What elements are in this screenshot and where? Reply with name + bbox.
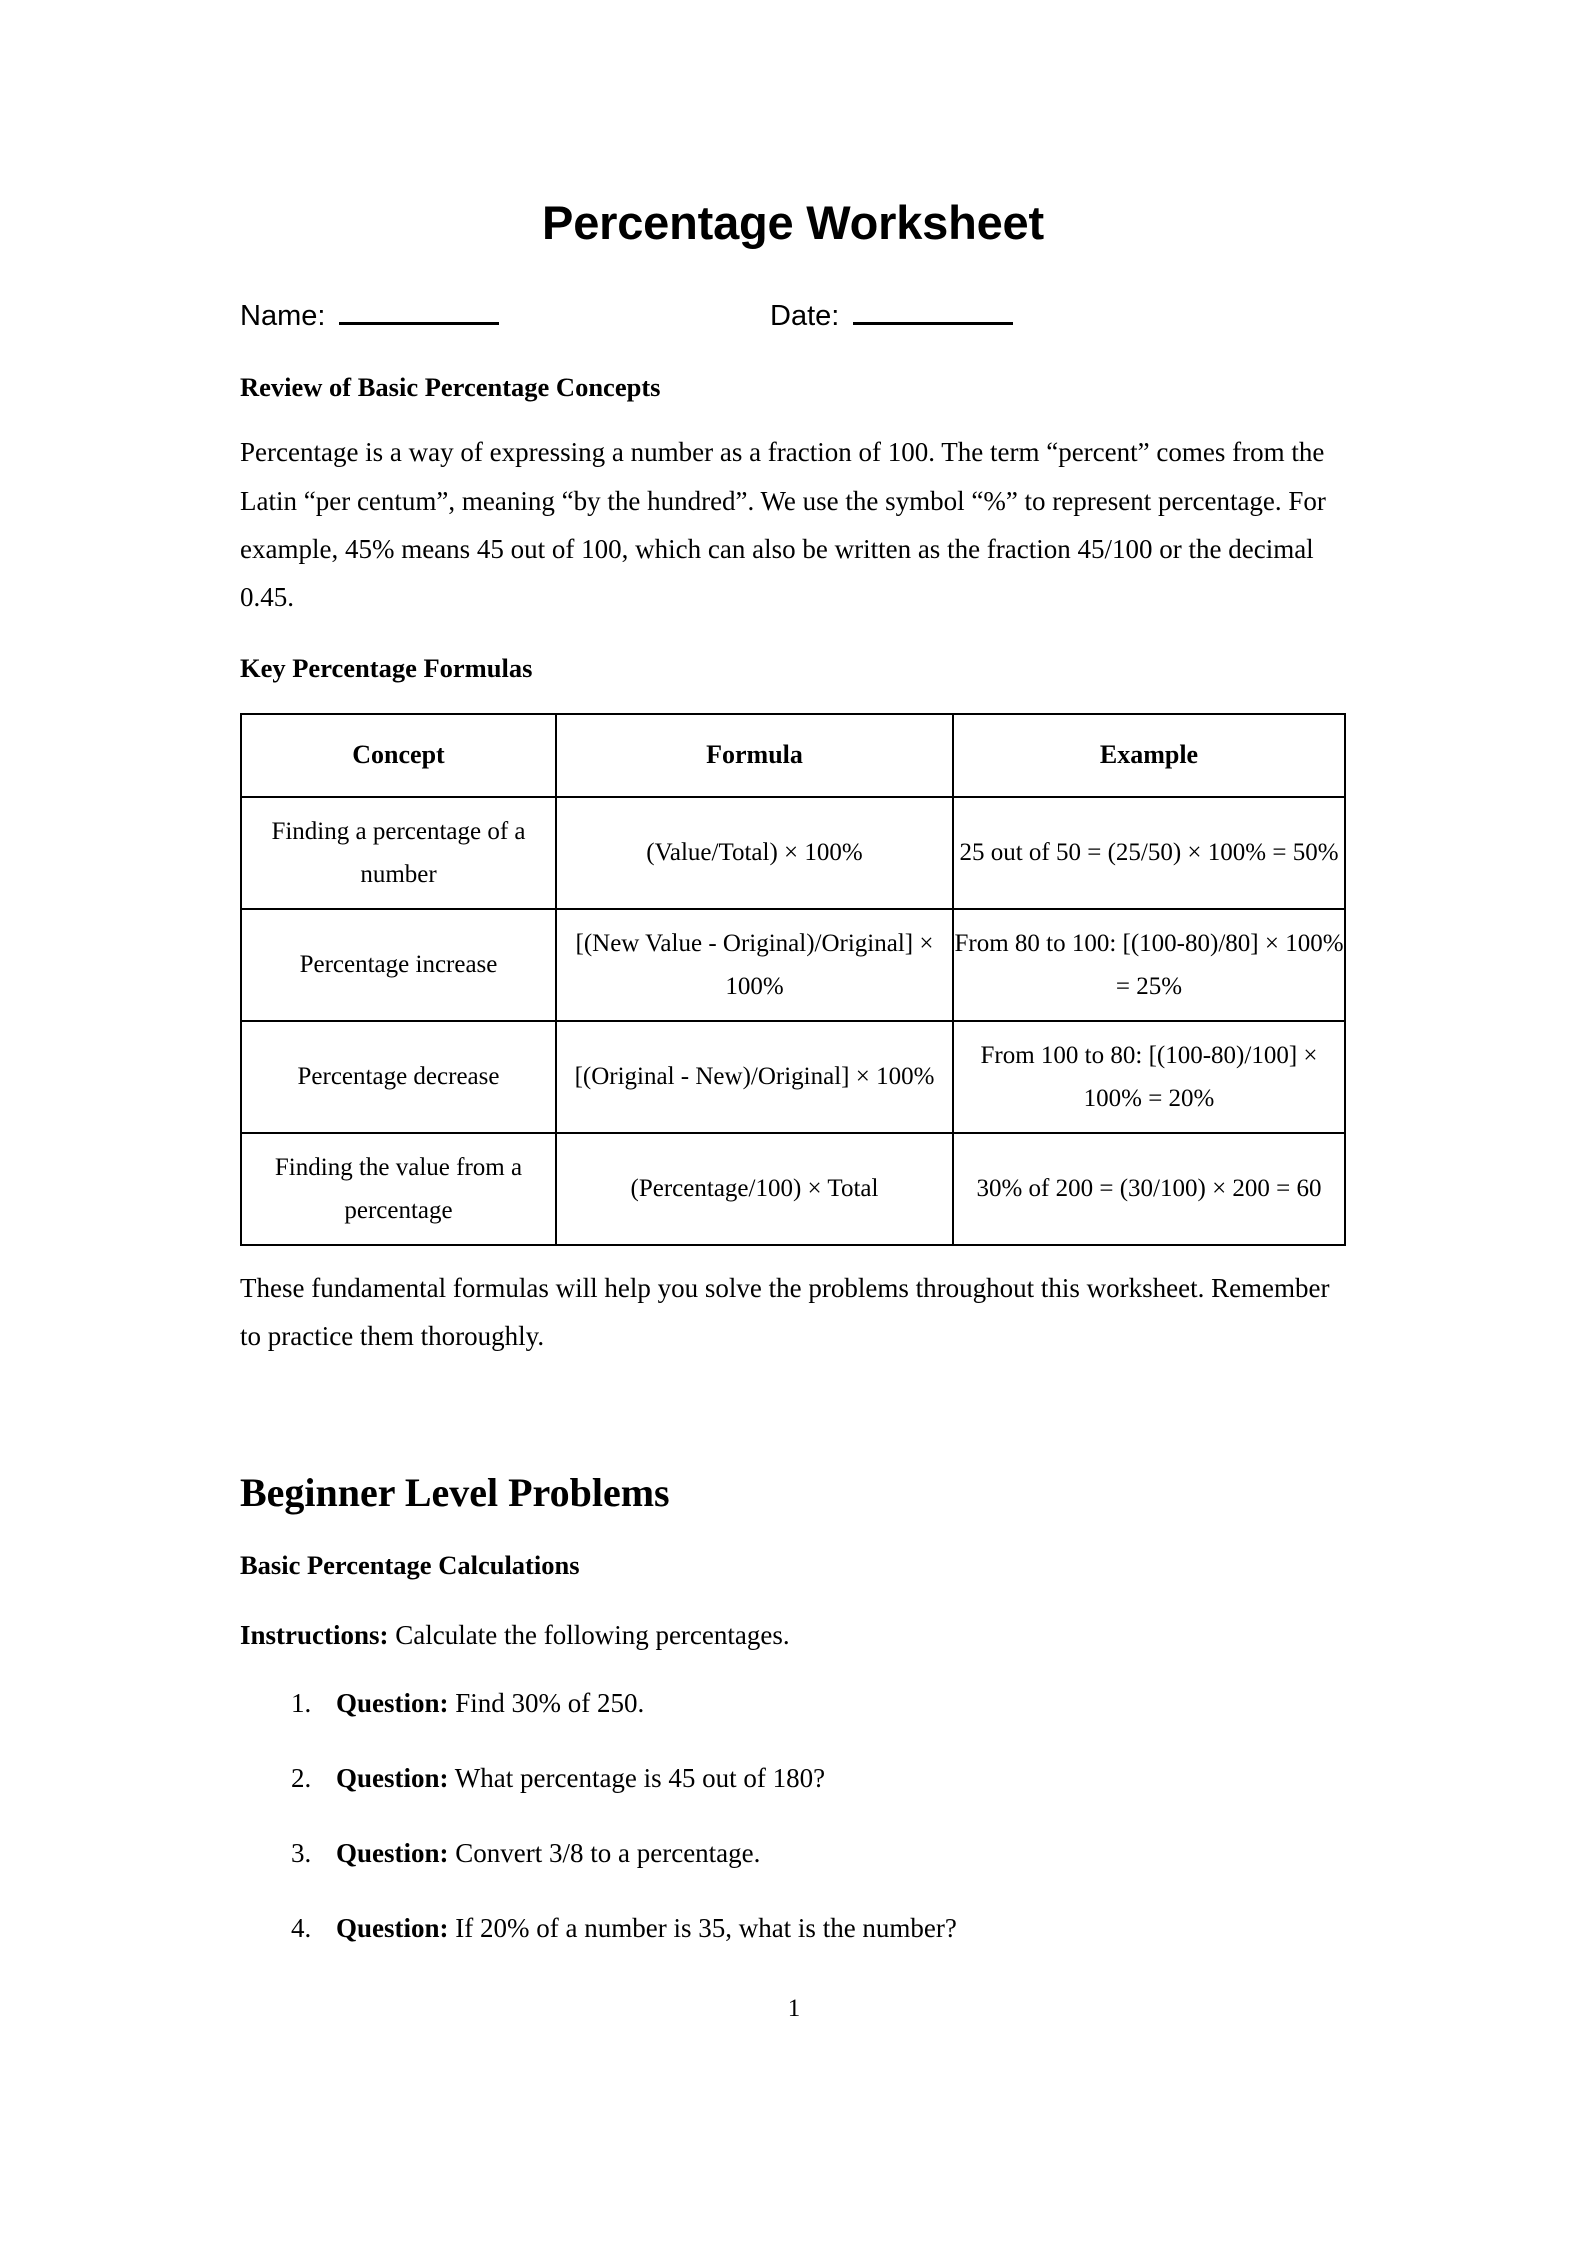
cell-formula: [(New Value - Original)/Original] × 100% <box>556 909 953 1021</box>
review-paragraph: Percentage is a way of expressing a number as a fraction of 100. The term “percent” comes from the Latin “per centum”, meaning “by the hundred”. We use the symbol “%” to represent percentage. For example, 45% means 45 out of 100, which can also be written as the fraction 45/100 or the decimal 0.45. <box>240 437 1326 612</box>
name-label: Name: <box>240 300 326 333</box>
cell-concept: Finding a percentage of a number <box>241 797 556 909</box>
date-field <box>770 296 1013 334</box>
instructions-text: Calculate the following percentages. <box>395 1620 790 1651</box>
column-header-concept: Concept <box>241 714 556 797</box>
table-row <box>241 1021 1345 1133</box>
formula-table <box>240 713 1346 1246</box>
list-item <box>318 1907 1346 1950</box>
page-content <box>240 0 1346 1950</box>
table-row <box>241 797 1345 909</box>
list-item <box>318 1682 1346 1725</box>
cell-formula: [(Original - New)/Original] × 100% <box>556 1021 953 1133</box>
question-label: Question: <box>336 1913 449 1944</box>
question-text: Find 30% of 250. <box>455 1687 645 1718</box>
name-blank-line[interactable] <box>339 296 499 325</box>
question-label: Question: <box>336 1762 449 1793</box>
cell-example: From 80 to 100: [(100-80)/80] × 100% = 25% <box>953 909 1345 1021</box>
formulas-closing-paragraph: These fundamental formulas will help you solve the problems throughout this worksheet. Remember to practice them thoroughly. <box>240 1272 1330 1351</box>
formulas-section-heading: Key Percentage Formulas <box>240 652 533 683</box>
page-number: 1 <box>787 1995 801 2022</box>
question-list <box>240 1658 1346 1951</box>
review-section-heading: Review of Basic Percentage Concepts <box>240 372 661 403</box>
cell-formula: (Value/Total) × 100% <box>556 797 953 909</box>
list-item <box>318 1757 1346 1800</box>
list-item <box>318 1832 1346 1875</box>
date-label: Date: <box>770 300 840 333</box>
instructions-label: Instructions: <box>240 1620 389 1651</box>
page-title: Percentage Worksheet <box>542 196 1044 249</box>
question-text: If 20% of a number is 35, what is the number? <box>455 1913 957 1944</box>
cell-concept: Percentage decrease <box>241 1021 556 1133</box>
date-blank-line[interactable] <box>853 296 1013 325</box>
question-label: Question: <box>336 1837 449 1868</box>
question-label: Question: <box>336 1687 449 1718</box>
column-header-example: Example <box>953 714 1345 797</box>
cell-concept: Finding the value from a percentage <box>241 1133 556 1245</box>
question-text: What percentage is 45 out of 180? <box>454 1762 826 1793</box>
cell-example: From 100 to 80: [(100-80)/100] × 100% = 20% <box>953 1021 1345 1133</box>
question-text: Convert 3/8 to a percentage. <box>455 1837 761 1868</box>
table-row <box>241 1133 1345 1245</box>
name-field <box>240 296 499 334</box>
table-row <box>241 909 1345 1021</box>
instructions-line <box>240 1582 1346 1657</box>
column-header-formula: Formula <box>556 714 953 797</box>
cell-example: 25 out of 50 = (25/50) × 100% = 50% <box>953 797 1345 909</box>
beginner-section-heading: Beginner Level Problems <box>240 1469 670 1515</box>
cell-concept: Percentage increase <box>241 909 556 1021</box>
name-date-row <box>240 296 1346 340</box>
beginner-subsection-heading: Basic Percentage Calculations <box>240 1549 580 1580</box>
cell-example: 30% of 200 = (30/100) × 200 = 60 <box>953 1133 1345 1245</box>
table-header-row <box>241 714 1345 797</box>
cell-formula: (Percentage/100) × Total <box>556 1133 953 1245</box>
